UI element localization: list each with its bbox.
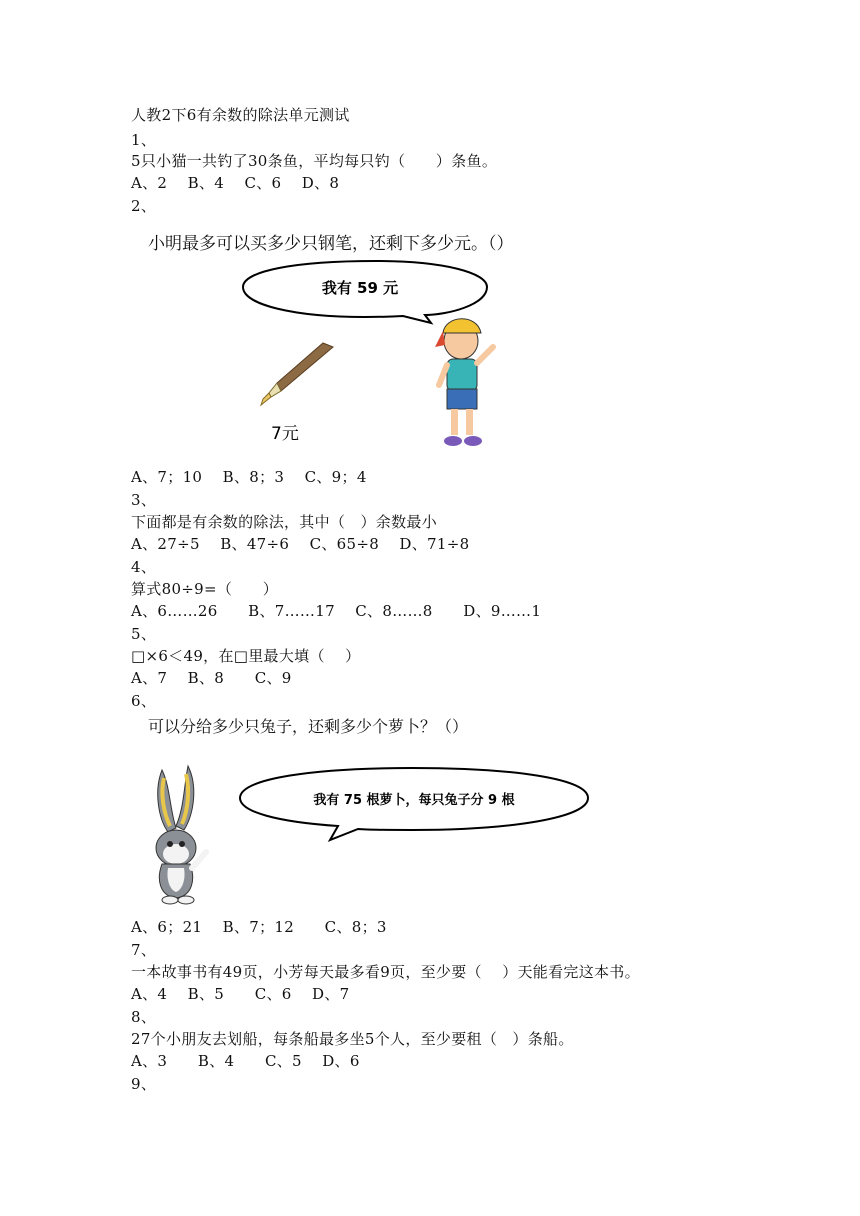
document-title: 人教2下6有余数的除法单元测试	[131, 106, 350, 124]
question-6-options: A、6；21 B、7；12 C、8；3	[131, 918, 387, 936]
question-7-number: 7、	[131, 941, 157, 959]
question-1-text: 5只小猫一共钓了30条鱼，平均每只钓（ ）条鱼。	[131, 152, 498, 170]
question-3-options: A、27÷5 B、47÷6 C、65÷8 D、71÷8	[131, 535, 470, 553]
question-2-number: 2、	[131, 197, 157, 215]
question-2-options: A、7；10 B、8；3 C、9；4	[131, 468, 367, 486]
question-4-text: 算式80÷9=（ ）	[131, 580, 279, 598]
question-6-number: 6、	[131, 692, 157, 710]
rabbit-character-icon	[156, 766, 206, 904]
speech-bubble-text: 我有 59 元	[321, 279, 399, 297]
question-2-figure	[235, 255, 515, 455]
question-6-figure	[140, 760, 600, 910]
question-3-text: 下面都是有余数的除法，其中（ ）余数最小	[131, 513, 438, 531]
speech-bubble	[243, 261, 487, 323]
question-8-options: A、3 B、4 C、5 D、6	[131, 1052, 360, 1070]
question-7-text: 一本故事书有49页，小芳每天最多看9页，至少要（ ）天能看完这本书。	[131, 963, 640, 981]
question-4-number: 4、	[131, 558, 157, 576]
question-3-number: 3、	[131, 491, 157, 509]
question-1-number: 1、	[131, 131, 157, 149]
question-8-text: 27个小朋友去划船，每条船最多坐5个人，至少要租（ ）条船。	[131, 1030, 574, 1048]
question-1-options: A、2 B、4 C、6 D、8	[131, 174, 340, 192]
speech-bubble	[240, 768, 588, 840]
pen-price-label: 7元	[271, 424, 299, 444]
question-4-options: A、6……26 B、7……17 C、8……8 D、9……1	[131, 602, 542, 620]
question-9-number: 9、	[131, 1075, 157, 1093]
question-5-options: A、7 B、8 C、9	[131, 669, 292, 687]
question-2-figure-caption: 小明最多可以买多少只钢笔，还剩下多少元。（）	[148, 234, 514, 254]
question-5-text: □×6＜49，在□里最大填（ ）	[131, 647, 361, 665]
fountain-pen-icon	[261, 343, 333, 405]
speech-bubble-text: 我有 75 根萝卜，每只兔子分 9 根	[313, 793, 515, 808]
question-5-number: 5、	[131, 625, 157, 643]
question-7-options: A、4 B、5 C、6 D、7	[131, 985, 350, 1003]
boy-character-icon	[435, 319, 493, 446]
question-6-figure-caption: 可以分给多少只兔子，还剩多少个萝卜？（）	[148, 717, 469, 736]
question-8-number: 8、	[131, 1008, 157, 1026]
